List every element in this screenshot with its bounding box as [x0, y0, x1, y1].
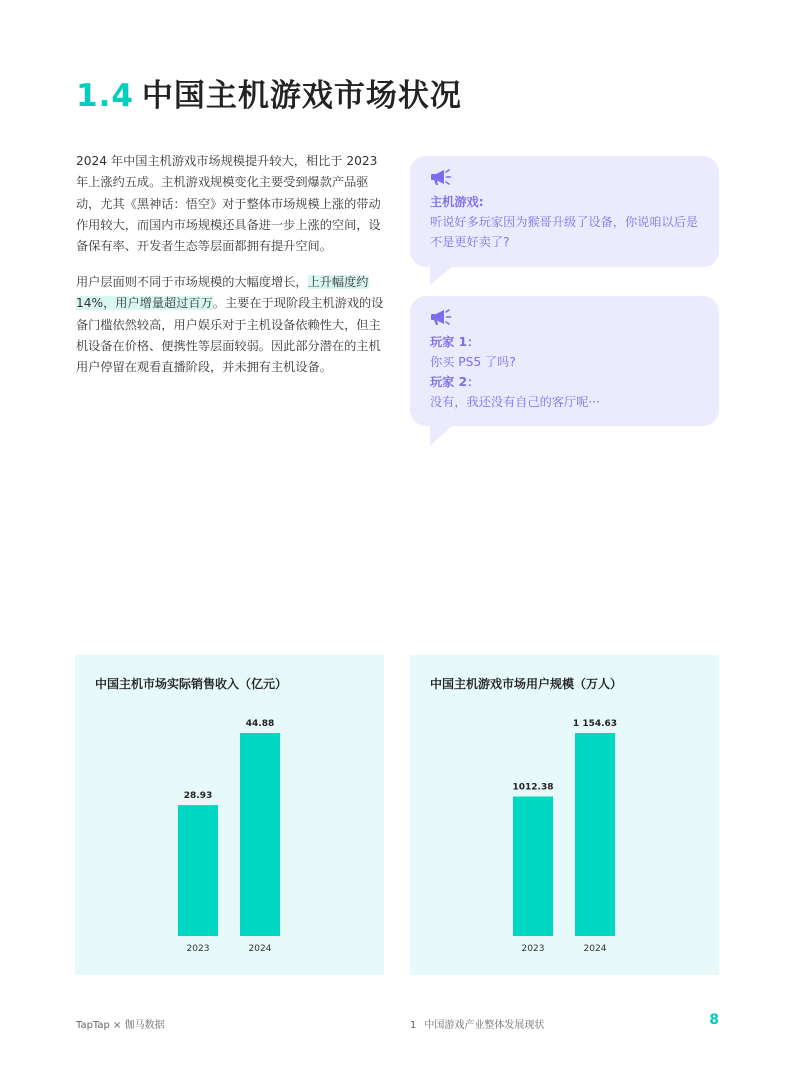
chart-title: 中国主机游戏市场用户规模（万人） [430, 677, 623, 691]
bar-2023 [513, 797, 553, 936]
bar-2023 [178, 805, 218, 936]
speech-bubble-players [410, 296, 719, 426]
bar-2024 [575, 733, 615, 936]
dialog-text: 听说好多玩家因为猴哥升级了设备，你说咱以后是不是更好卖了? [430, 215, 699, 249]
chart-title: 中国主机市场实际销售收入（亿元） [95, 677, 288, 691]
data-label: 28.93 [183, 791, 213, 802]
footer-chapter [410, 1016, 544, 1031]
bar-2024 [240, 733, 280, 936]
revenue-chart-panel [75, 655, 384, 975]
speech-bubble-console [410, 156, 719, 267]
dialog-text: 没有，我还没有自己的客厅呢··· [430, 395, 601, 409]
paragraph-text: 。主要在于现阶段主机游戏的设备门槛依然较高，用户娱乐对于主机设备依赖性大，但主机设备在价格、便携性等层面较弱。因此部分潜在的主机用户停留在观看直播阶段，并未拥有主机设备。 [76, 296, 384, 375]
chapter-number: 1 [410, 1020, 417, 1031]
data-label: 44.88 [245, 719, 275, 729]
dialog-text: 你买 PS5 了吗? [430, 355, 516, 369]
category-label: 2024 [248, 944, 272, 954]
megaphone-icon [430, 308, 452, 326]
section-title: 中国主机游戏市场状况 [141, 78, 462, 114]
revenue-bar-chart [75, 655, 384, 975]
users-chart-panel [410, 655, 719, 975]
category-label: 2024 [583, 944, 607, 954]
paragraph-market-size: 2024 年中国主机游戏市场规模提升较大，相比于 2023 年上涨约五成。主机游戏规模变化主要受到爆款产品驱动，尤其《黑神话：悟空》对于整体市场规模上涨的带动作用较大，而国内市场规模还具备进一步上涨的空间，设备保有率、开发者生态等层面都拥有提升空间。 [76, 154, 381, 254]
bubble-tail [430, 426, 452, 446]
bubble-tail [430, 267, 452, 285]
users-bar-chart [410, 655, 719, 975]
chapter-title: 中国游戏产业整体发展现状 [424, 1020, 545, 1031]
speaker-label: 玩家 1： [430, 335, 480, 349]
page-number: 8 [709, 1012, 719, 1028]
category-label: 2023 [186, 944, 210, 954]
data-label: 1 154.63 [572, 719, 618, 729]
footer-brand: TapTap × 伽马数据 [76, 1020, 165, 1031]
highlight-text: 上升幅度约 14%，用户增量超过百万 [76, 275, 369, 311]
paragraph-user-scale [76, 272, 384, 378]
speaker-label: 玩家 2： [430, 375, 480, 389]
speaker-label: 主机游戏: [430, 195, 484, 209]
section-number: 1.4 [76, 78, 134, 114]
data-label: 1012.38 [512, 782, 554, 793]
page-title [76, 70, 462, 115]
megaphone-icon [430, 168, 452, 186]
paragraph-text: 用户层面则不同于市场规模的大幅度增长， [76, 275, 308, 289]
category-label: 2023 [521, 944, 545, 954]
